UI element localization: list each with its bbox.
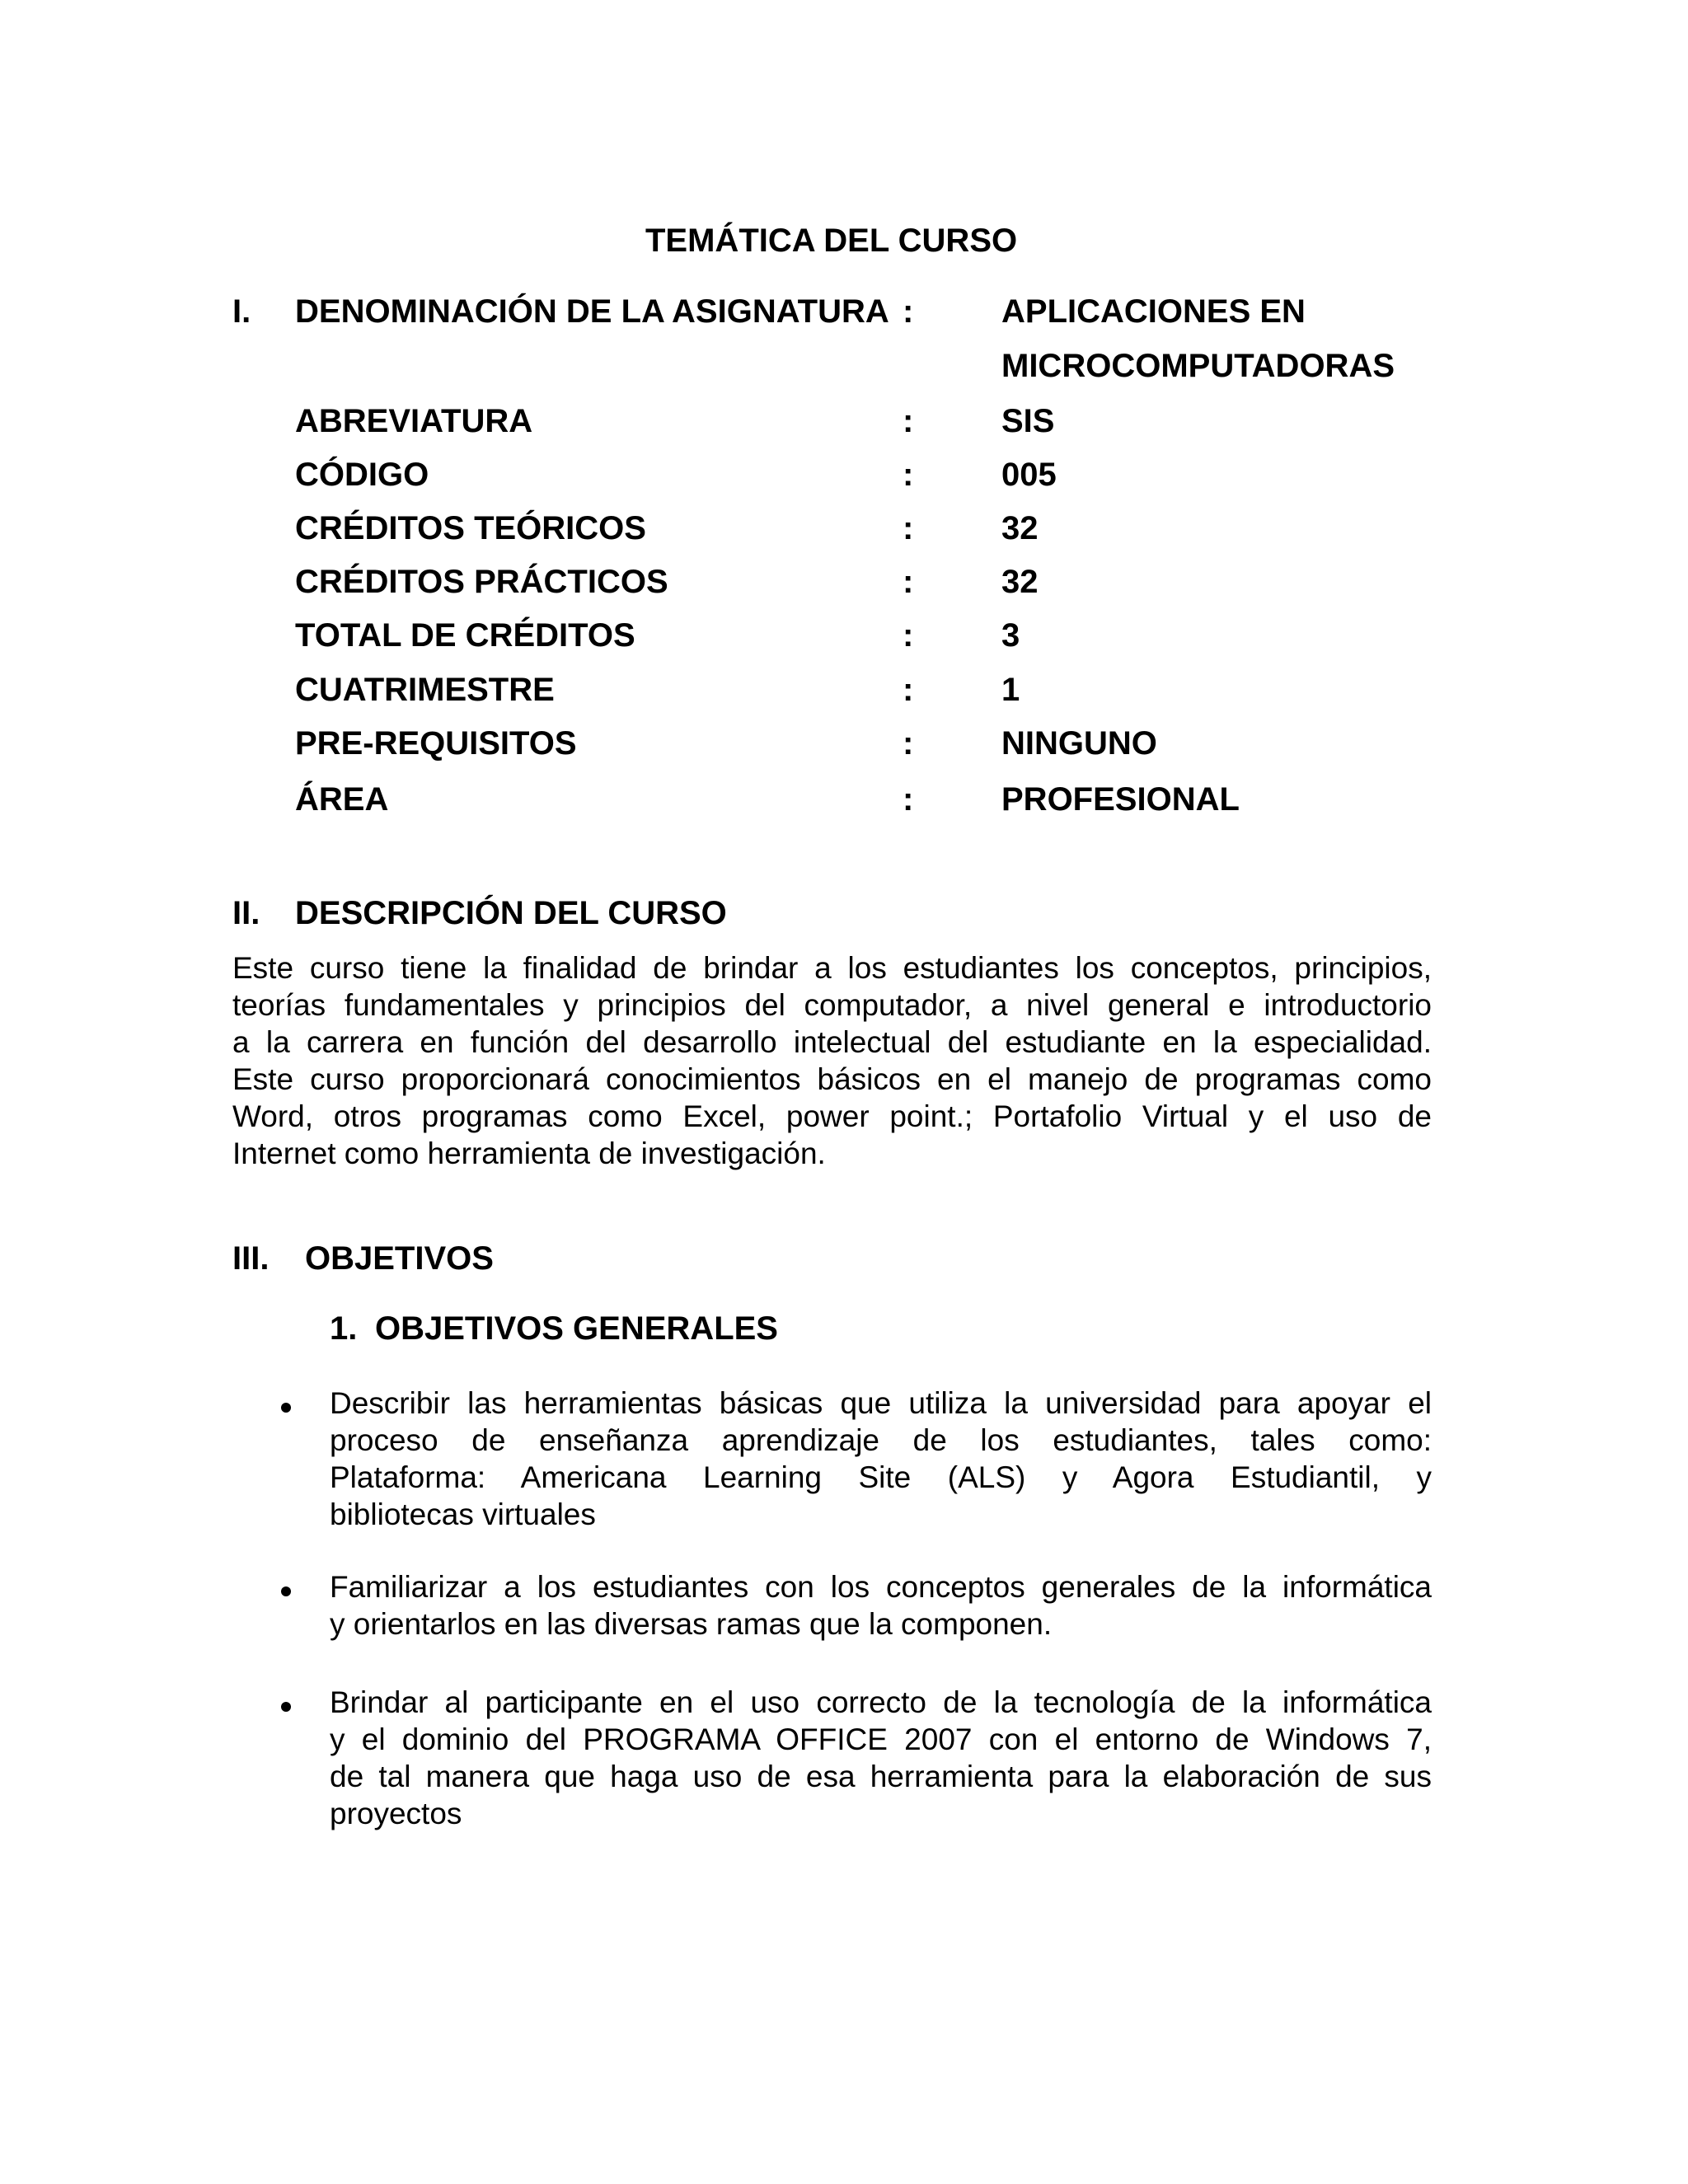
objective-item <box>330 1684 1432 1832</box>
section2-heading: DESCRIPCIÓN DEL CURSO <box>295 895 727 931</box>
info-label-term: CUATRIMESTRE <box>295 672 555 708</box>
description-line: Word, otros programas como Excel, power point.; Portafolio Virtual y el uso de <box>232 1099 1432 1133</box>
info-value-total-credits: 3 <box>1001 617 1020 654</box>
objective-line: Plataforma: Americana Learning Site (ALS) y Agora Estudiantil, y <box>330 1460 1432 1494</box>
objective-line: proyectos <box>330 1797 462 1830</box>
info-label-prerequisites: PRE-REQUISITOS <box>295 725 577 762</box>
objective-item <box>330 1568 1432 1643</box>
info-colon: : <box>903 403 914 439</box>
info-value-area: PROFESIONAL <box>1001 781 1240 818</box>
description-line: Internet como herramienta de investigación. <box>232 1137 826 1170</box>
info-label-code: CÓDIGO <box>295 457 429 493</box>
section2-number: II. <box>232 895 260 931</box>
objective-line: y el dominio del PROGRAMA OFFICE 2007 con el entorno de Windows 7, <box>330 1722 1432 1756</box>
info-colon: : <box>903 672 914 708</box>
section1-colon: : <box>903 293 914 330</box>
subsection-heading: OBJETIVOS GENERALES <box>375 1310 778 1347</box>
info-label-area: ÁREA <box>295 781 389 818</box>
info-colon: : <box>903 457 914 493</box>
info-label-practice-credits: CRÉDITOS PRÁCTICOS <box>295 564 668 600</box>
info-value-code: 005 <box>1001 457 1057 493</box>
info-label-abbreviation: ABREVIATURA <box>295 403 533 439</box>
subsection-number: 1. <box>330 1310 358 1347</box>
section3-number: III. <box>232 1240 270 1277</box>
objective-line: y orientarlos en las diversas ramas que la componen. <box>330 1607 1053 1641</box>
bullet-icon <box>281 1702 291 1712</box>
course-name-line1: APLICACIONES EN <box>1001 293 1306 330</box>
description-line: Este curso proporcionará conocimientos básicos en el manejo de programas como <box>232 1062 1432 1096</box>
document-title: TEMÁTICA DEL CURSO <box>645 223 1018 259</box>
objective-line: bibliotecas virtuales <box>330 1497 596 1531</box>
objective-line: de tal manera que haga uso de esa herramienta para la elaboración de sus <box>330 1760 1432 1793</box>
section1-heading: DENOMINACIÓN DE LA ASIGNATURA <box>295 293 889 330</box>
bullet-icon <box>281 1403 291 1413</box>
description-line: teorías fundamentales y principios del computador, a nivel general e introductorio <box>232 988 1432 1022</box>
info-colon: : <box>903 617 914 654</box>
objective-line: Describir las herramientas básicas que utiliza la universidad para apoyar el <box>330 1386 1432 1420</box>
info-value-practice-credits: 32 <box>1001 564 1039 600</box>
info-colon: : <box>903 510 914 546</box>
info-colon: : <box>903 781 914 818</box>
info-value-term: 1 <box>1001 672 1020 708</box>
info-label-theory-credits: CRÉDITOS TEÓRICOS <box>295 510 646 546</box>
objective-line: Brindar al participante en el uso correcto de la tecnología de la informática <box>330 1685 1432 1719</box>
info-value-theory-credits: 32 <box>1001 510 1039 546</box>
description-line: a la carrera en función del desarrollo intelectual del estudiante en la especialidad. <box>232 1025 1432 1059</box>
info-colon: : <box>903 564 914 600</box>
info-colon: : <box>903 725 914 762</box>
objective-item <box>330 1385 1432 1533</box>
course-description <box>232 949 1432 1172</box>
info-label-total-credits: TOTAL DE CRÉDITOS <box>295 617 635 654</box>
section1-number: I. <box>232 293 251 330</box>
info-value-abbreviation: SIS <box>1001 403 1055 439</box>
objective-line: proceso de enseñanza aprendizaje de los estudiantes, tales como: <box>330 1423 1432 1457</box>
info-value-prerequisites: NINGUNO <box>1001 725 1157 762</box>
objective-line: Familiarizar a los estudiantes con los conceptos generales de la informática <box>330 1570 1432 1604</box>
course-name-line2: MICROCOMPUTADORAS <box>1001 348 1395 384</box>
description-line: Este curso tiene la finalidad de brindar a los estudiantes los conceptos, principios, <box>232 951 1432 985</box>
bullet-icon <box>281 1586 291 1596</box>
section3-heading: OBJETIVOS <box>305 1240 494 1277</box>
